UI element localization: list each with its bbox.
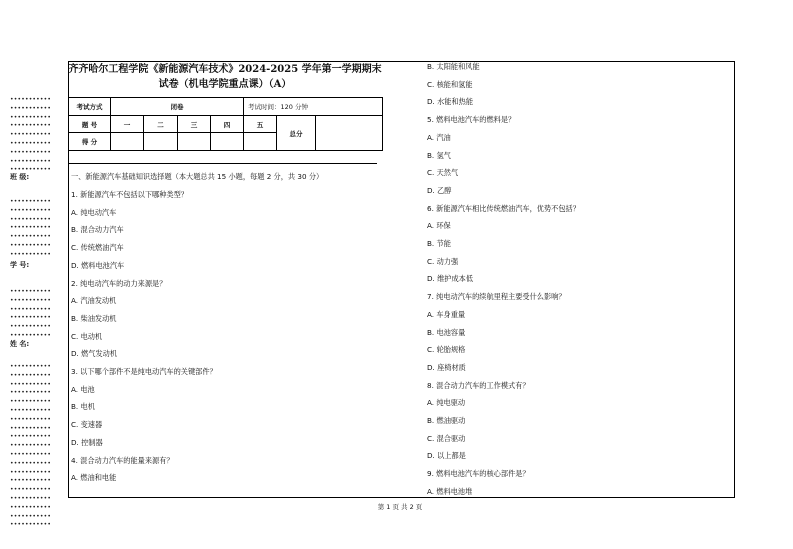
answer-option[interactable]: B. 氢气 xyxy=(427,150,451,160)
question-col-2: 二 xyxy=(144,116,178,133)
answer-option[interactable]: C. 天然气 xyxy=(427,168,459,178)
binding-dots: ••••••••••• xyxy=(10,363,52,370)
binding-dots: ••••••••••• xyxy=(10,113,52,121)
binding-dots: ••••••••••• xyxy=(10,250,52,258)
binding-dots: ••••••••••• xyxy=(10,148,52,156)
section-heading: 一、新能源汽车基础知识选择题（本大题总共 15 小题，每题 2 分，共 30 分） xyxy=(71,172,324,181)
question-text: 9. 燃料电池汽车的核心部件是？ xyxy=(427,469,530,479)
answer-option[interactable]: C. 混合驱动 xyxy=(427,433,466,443)
binding-dots: ••••••••••• xyxy=(10,233,52,241)
binding-dots: ••••••••••• xyxy=(10,224,52,232)
question-text: 6. 新能源汽车相比传统燃油汽车，优势不包括？ xyxy=(427,203,580,213)
question-text: 4. 混合动力汽车的能量来源有？ xyxy=(71,455,174,465)
answer-option[interactable]: B. 电机 xyxy=(71,402,95,412)
binding-dots: ••••••••••• xyxy=(10,296,52,304)
answer-option[interactable]: D. 座椅材质 xyxy=(427,362,466,372)
answer-option[interactable]: A. 燃油和电能 xyxy=(71,473,117,483)
exam-title xyxy=(68,62,382,92)
answer-option[interactable]: D. 控制器 xyxy=(71,437,103,447)
binding-dots: ••••••••••• xyxy=(10,398,52,406)
answer-option[interactable]: D. 燃气发动机 xyxy=(71,349,118,359)
binding-dots: ••••••••••• xyxy=(10,332,52,339)
binding-dots: ••••••••••• xyxy=(10,157,52,165)
binding-dots: ••••••••••• xyxy=(10,242,52,249)
binding-dots: ••••••••••• xyxy=(10,407,52,414)
question-col-3: 三 xyxy=(178,116,211,133)
answer-option[interactable]: B. 电池容量 xyxy=(427,327,466,337)
answer-option[interactable]: A. 电池 xyxy=(71,384,95,394)
binding-gutter xyxy=(10,0,58,549)
binding-dots: ••••••••••• xyxy=(10,96,52,103)
question-text: 7. 纯电动汽车的续航里程主要受什么影响？ xyxy=(427,292,566,302)
answer-option[interactable]: C. 轮胎规格 xyxy=(427,345,466,355)
class-label: 班 级: xyxy=(10,173,30,181)
binding-dots: ••••••••••• xyxy=(10,459,52,467)
binding-dots: ••••••••••• xyxy=(10,215,52,223)
binding-dots: ••••••••••• xyxy=(10,206,52,214)
answer-option[interactable]: A. 纯电驱动 xyxy=(427,398,466,408)
question-text: 5. 燃料电池汽车的燃料是？ xyxy=(427,115,516,125)
answer-option[interactable]: B. 混合动力汽车 xyxy=(71,225,124,235)
score-table xyxy=(68,97,383,151)
answer-option[interactable]: D. 维护成本低 xyxy=(427,274,474,284)
binding-dots: ••••••••••• xyxy=(10,380,52,388)
total-label: 总分 xyxy=(277,116,316,151)
binding-dots: ••••••••••• xyxy=(10,323,52,331)
binding-dots: ••••••••••• xyxy=(10,503,52,511)
header-divider xyxy=(68,163,377,164)
question-col-5: 五 xyxy=(244,116,277,133)
score-cell-3[interactable] xyxy=(178,133,211,151)
binding-dots: ••••••••••• xyxy=(10,305,52,313)
question-text: 3. 以下哪个部件不是纯电动汽车的关键部件？ xyxy=(71,367,217,376)
score-label: 得 分 xyxy=(69,133,111,151)
binding-dots: ••••••••••• xyxy=(10,433,52,441)
score-cell-5[interactable] xyxy=(244,133,277,151)
question-text: 8. 混合动力汽车的工作模式有？ xyxy=(427,380,530,390)
answer-option[interactable]: A. 环保 xyxy=(427,221,451,231)
student-id-label: 学 号: xyxy=(10,261,30,269)
binding-dots: ••••••••••• xyxy=(10,451,52,458)
answer-option[interactable]: B. 柴油发动机 xyxy=(71,313,117,323)
binding-dots: ••••••••••• xyxy=(10,477,52,485)
binding-dots: ••••••••••• xyxy=(10,495,52,502)
exam-time: 考试时间：120 分钟 xyxy=(244,98,383,116)
answer-option[interactable]: D. 水能和热能 xyxy=(427,97,474,107)
binding-dots: ••••••••••• xyxy=(10,468,52,476)
binding-dots: ••••••••••• xyxy=(10,415,52,423)
binding-dots: ••••••••••• xyxy=(10,104,52,112)
binding-dots: ••••••••••• xyxy=(10,198,52,205)
question-text: 1. 新能源汽车不包括以下哪种类型？ xyxy=(71,190,188,199)
total-score-cell[interactable] xyxy=(316,116,383,151)
binding-dots: ••••••••••• xyxy=(10,122,52,130)
binding-dots: ••••••••••• xyxy=(10,166,52,174)
answer-option[interactable]: C. 变速器 xyxy=(71,420,103,430)
answer-option[interactable]: D. 以上都是 xyxy=(427,451,466,461)
question-col-4: 四 xyxy=(211,116,244,133)
answer-option[interactable]: C. 电动机 xyxy=(71,331,103,341)
answer-option[interactable]: D. 乙醇 xyxy=(427,185,452,195)
exam-title-line1: 齐齐哈尔工程学院《新能源汽车技术》2024-2025 学年第一学期期末 xyxy=(68,64,382,75)
answer-option[interactable]: D. 燃料电池汽车 xyxy=(71,260,125,270)
binding-dots: ••••••••••• xyxy=(10,314,52,322)
answer-option[interactable]: C. 传统燃油汽车 xyxy=(71,243,124,253)
answer-option[interactable]: B. 太阳能和风能 xyxy=(427,62,480,71)
score-cell-4[interactable] xyxy=(211,133,244,151)
answer-option[interactable]: A. 汽油 xyxy=(427,132,451,142)
binding-dots: ••••••••••• xyxy=(10,521,52,529)
binding-dots: ••••••••••• xyxy=(10,486,52,494)
name-label: 姓 名: xyxy=(10,340,30,348)
score-cell-2[interactable] xyxy=(144,133,178,151)
page-number: 第 1 页 共 2 页 xyxy=(377,503,423,511)
answer-option[interactable]: A. 汽油发动机 xyxy=(71,296,117,306)
exam-mode-value: 闭卷 xyxy=(111,98,244,116)
answer-option[interactable]: B. 燃油驱动 xyxy=(427,416,466,425)
answer-option[interactable]: C. 动力强 xyxy=(427,256,459,266)
binding-dots: ••••••••••• xyxy=(10,288,52,295)
answer-option[interactable]: C. 核能和氢能 xyxy=(427,79,473,89)
answer-option[interactable]: A. 燃料电池堆 xyxy=(427,486,473,496)
exam-mode-label: 考试方式 xyxy=(69,98,111,116)
binding-dots: ••••••••••• xyxy=(10,371,52,379)
exam-title-line2: 试卷（机电学院重点课）（A） xyxy=(158,79,292,90)
answer-option[interactable]: B. 节能 xyxy=(427,239,451,248)
question-col-1: 一 xyxy=(111,116,144,133)
question-text: 2. 纯电动汽车的动力来源是？ xyxy=(71,278,167,288)
answer-option[interactable]: A. 纯电动汽车 xyxy=(71,207,117,217)
answer-option[interactable]: A. 车身重量 xyxy=(427,309,466,319)
score-cell-1[interactable] xyxy=(111,133,144,151)
binding-dots: ••••••••••• xyxy=(10,442,52,450)
question-no-label: 题 号 xyxy=(69,116,111,133)
binding-dots: ••••••••••• xyxy=(10,424,52,432)
binding-dots: ••••••••••• xyxy=(10,131,52,139)
binding-dots: ••••••••••• xyxy=(10,389,52,397)
binding-dots: ••••••••••• xyxy=(10,140,52,147)
binding-dots: ••••••••••• xyxy=(10,512,52,520)
